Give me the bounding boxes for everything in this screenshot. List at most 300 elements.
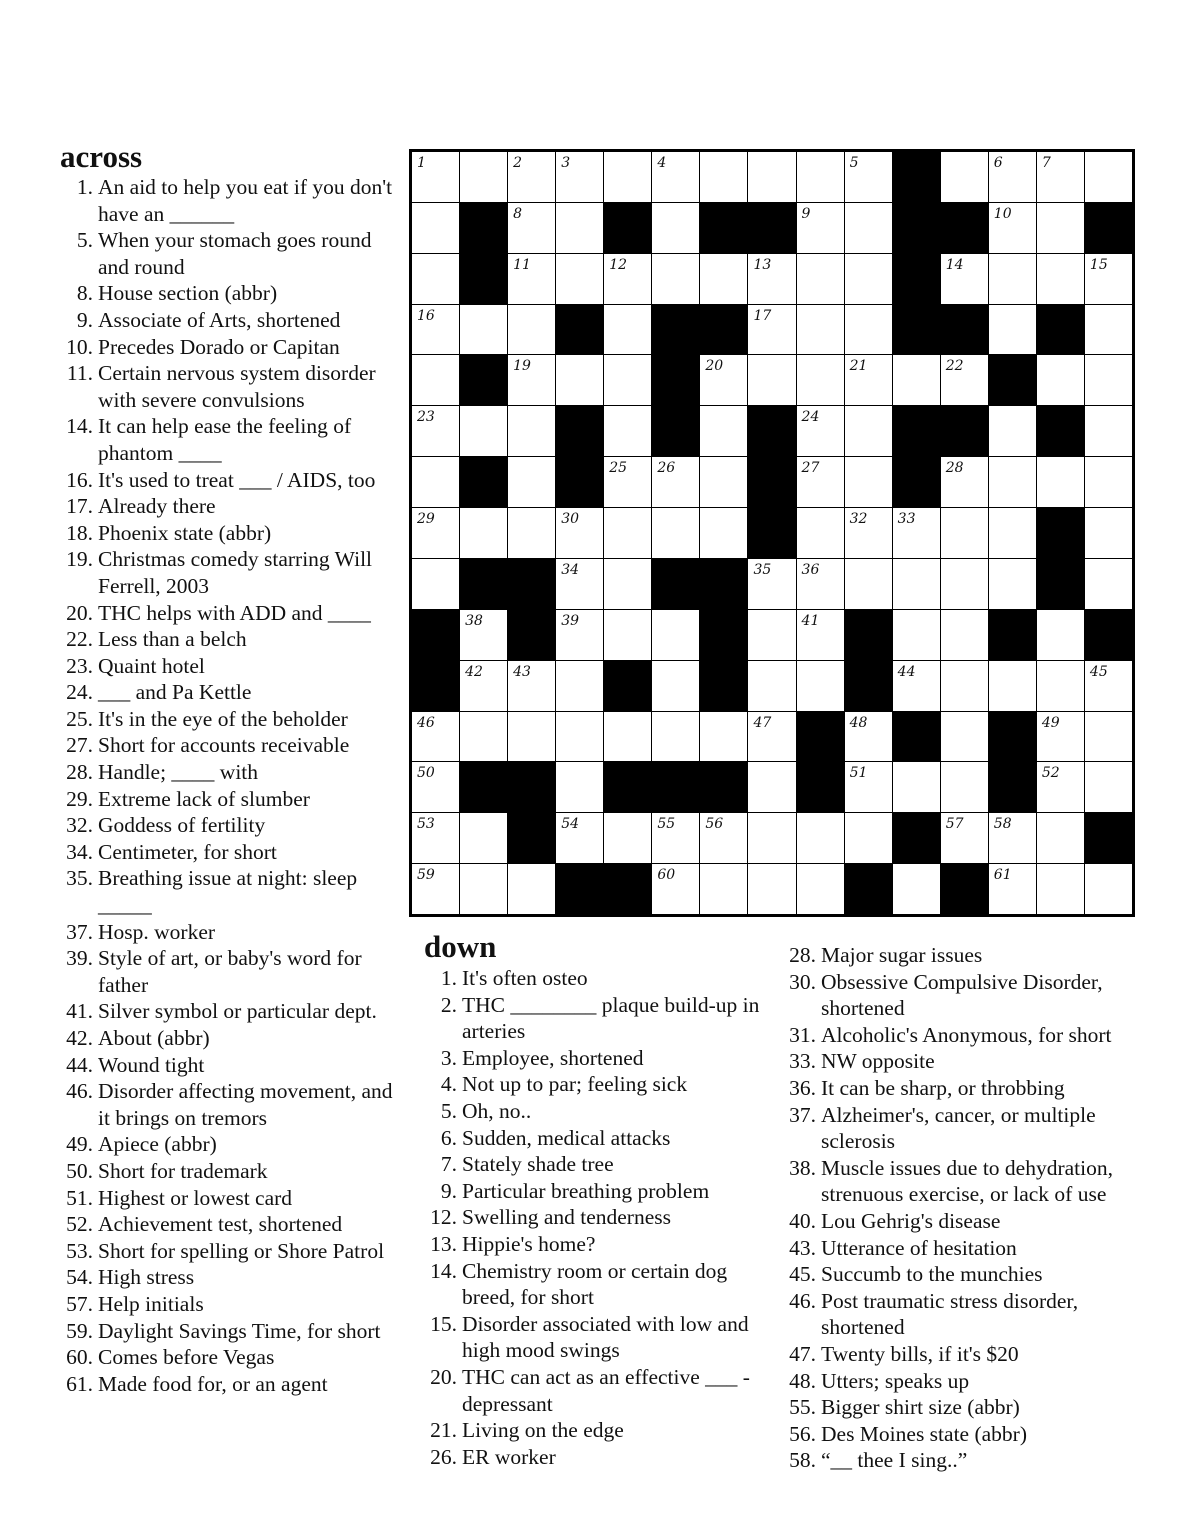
- grid-cell[interactable]: [845, 254, 892, 304]
- grid-block: [556, 457, 603, 507]
- grid-cell[interactable]: [941, 508, 988, 558]
- grid-cell[interactable]: [1037, 813, 1084, 863]
- grid-cell[interactable]: [604, 152, 651, 202]
- grid-cell[interactable]: [1085, 355, 1132, 405]
- grid-cell[interactable]: [1085, 661, 1132, 711]
- grid-cell[interactable]: [1037, 254, 1084, 304]
- grid-cell[interactable]: [604, 457, 651, 507]
- clue-item: [781, 1235, 1141, 1262]
- down-clue-list-right: [781, 942, 1141, 1474]
- grid-cell[interactable]: [941, 712, 988, 762]
- grid-cell[interactable]: [845, 762, 892, 812]
- grid-cell[interactable]: [893, 559, 940, 609]
- grid-cell[interactable]: [604, 712, 651, 762]
- grid-cell[interactable]: [508, 152, 555, 202]
- clue-number: 34.: [66, 839, 93, 864]
- grid-cell[interactable]: [700, 508, 747, 558]
- grid-cell[interactable]: [845, 355, 892, 405]
- clue-number: 52.: [66, 1212, 93, 1237]
- grid-cell[interactable]: [893, 864, 940, 914]
- grid-cell[interactable]: [460, 661, 507, 711]
- clue-text: Not up to par; feeling sick: [462, 1072, 688, 1097]
- grid-cell[interactable]: [412, 406, 459, 456]
- grid-cell[interactable]: [1037, 152, 1084, 202]
- clue-number: 23.: [66, 653, 93, 678]
- grid-block: [700, 661, 747, 711]
- grid-cell[interactable]: [412, 254, 459, 304]
- grid-block: [748, 508, 795, 558]
- grid-cell[interactable]: [797, 508, 844, 558]
- clue-text: It's often osteo: [462, 966, 588, 990]
- grid-cell[interactable]: [989, 813, 1036, 863]
- cell-number: 25: [609, 460, 628, 477]
- grid-cell[interactable]: [508, 406, 555, 456]
- clue-item: [781, 1421, 1141, 1448]
- clue-item: [60, 812, 407, 839]
- grid-cell[interactable]: [508, 254, 555, 304]
- grid-cell[interactable]: [412, 152, 459, 202]
- clue-text: Centimeter, for short: [98, 839, 277, 864]
- clue-text: Major sugar issues: [821, 943, 983, 967]
- clue-text: Already there: [98, 494, 216, 519]
- grid-cell[interactable]: [941, 762, 988, 812]
- grid-cell[interactable]: [412, 457, 459, 507]
- grid-cell[interactable]: [748, 559, 795, 609]
- grid-cell[interactable]: [797, 406, 844, 456]
- grid-cell[interactable]: [1085, 406, 1132, 456]
- grid-cell[interactable]: [1085, 152, 1132, 202]
- grid-block: [460, 355, 507, 405]
- grid-cell[interactable]: [941, 813, 988, 863]
- grid-cell[interactable]: [556, 355, 603, 405]
- grid-cell[interactable]: [748, 305, 795, 355]
- grid-cell[interactable]: [797, 813, 844, 863]
- cell-number: 60: [657, 867, 676, 884]
- clue-item: [60, 1318, 407, 1345]
- clue-text: About (abbr): [98, 1026, 210, 1050]
- cell-number: 51: [849, 765, 868, 782]
- clue-item: [60, 706, 407, 733]
- grid-cell[interactable]: [412, 762, 459, 812]
- grid-block: [652, 762, 699, 812]
- cell-number: 4: [657, 155, 667, 171]
- clue-number: 26.: [430, 1444, 457, 1469]
- clue-item: [60, 493, 407, 520]
- grid-cell[interactable]: [893, 661, 940, 711]
- grid-cell[interactable]: [989, 406, 1036, 456]
- clue-text: ER worker: [462, 1444, 556, 1469]
- grid-block: [1085, 813, 1132, 863]
- clue-number: 8.: [76, 281, 93, 306]
- grid-cell[interactable]: [989, 457, 1036, 507]
- grid-cell[interactable]: [412, 508, 459, 558]
- grid-block: [893, 406, 940, 456]
- clue-text: THC helps with ADD and ____: [98, 600, 371, 625]
- grid-cell[interactable]: [652, 508, 699, 558]
- clue-item: [60, 413, 407, 466]
- grid-cell[interactable]: [556, 152, 603, 202]
- clue-item: [781, 969, 1141, 1022]
- grid-cell[interactable]: [893, 610, 940, 660]
- grid-cell[interactable]: [556, 508, 603, 558]
- grid-cell[interactable]: [941, 254, 988, 304]
- grid-block: [893, 712, 940, 762]
- clue-number: 59.: [66, 1318, 93, 1343]
- grid-cell[interactable]: [412, 712, 459, 762]
- clue-item: [781, 1208, 1141, 1235]
- grid-block: [556, 406, 603, 456]
- clue-text: Short for accounts receivable: [98, 733, 350, 758]
- clue-number: 19.: [66, 547, 93, 572]
- clue-item: [60, 653, 407, 680]
- clue-number: 4.: [440, 1072, 457, 1097]
- grid-cell[interactable]: [941, 559, 988, 609]
- grid-cell[interactable]: [893, 508, 940, 558]
- grid-cell[interactable]: [1085, 254, 1132, 304]
- grid-cell[interactable]: [1037, 457, 1084, 507]
- clue-text: Made food for, or an agent: [98, 1371, 328, 1396]
- clue-text: Swelling and tenderness: [462, 1205, 671, 1230]
- clue-item: [60, 1185, 407, 1212]
- grid-cell[interactable]: [508, 457, 555, 507]
- clue-text: Precedes Dorado or Capitan: [98, 334, 340, 359]
- grid-cell[interactable]: [604, 254, 651, 304]
- cell-number: 8: [513, 205, 523, 222]
- grid-cell[interactable]: [652, 813, 699, 863]
- clue-text: Stately shade tree: [462, 1152, 614, 1177]
- grid-cell[interactable]: [412, 203, 459, 253]
- grid-cell[interactable]: [797, 355, 844, 405]
- clue-text: Alzheimer's, cancer, or multiple sclerosis: [821, 1102, 1096, 1154]
- clue-text: Employee, shortened: [462, 1045, 644, 1070]
- cell-number: 14: [945, 256, 964, 273]
- grid-cell[interactable]: [1037, 864, 1084, 914]
- cell-number: 29: [417, 511, 435, 528]
- grid-cell[interactable]: [845, 406, 892, 456]
- grid-cell[interactable]: [1085, 559, 1132, 609]
- grid-cell[interactable]: [652, 661, 699, 711]
- crossword-grid[interactable]: [409, 149, 1135, 917]
- grid-cell[interactable]: [604, 508, 651, 558]
- clue-item: [781, 1394, 1141, 1421]
- grid-cell[interactable]: [797, 559, 844, 609]
- grid-cell[interactable]: [652, 610, 699, 660]
- clue-number: 5.: [440, 1098, 457, 1123]
- grid-block: [893, 457, 940, 507]
- grid-cell[interactable]: [989, 661, 1036, 711]
- clue-text: Short for trademark: [98, 1158, 268, 1183]
- cell-number: 59: [417, 867, 435, 884]
- grid-cell[interactable]: [941, 661, 988, 711]
- grid-cell[interactable]: [845, 813, 892, 863]
- grid-cell[interactable]: [556, 254, 603, 304]
- grid-cell[interactable]: [556, 712, 603, 762]
- grid-cell[interactable]: [845, 712, 892, 762]
- grid-cell[interactable]: [604, 559, 651, 609]
- grid-cell[interactable]: [412, 355, 459, 405]
- grid-cell[interactable]: [845, 559, 892, 609]
- grid-cell[interactable]: [700, 457, 747, 507]
- grid-block: [1037, 508, 1084, 558]
- grid-cell[interactable]: [556, 813, 603, 863]
- cell-number: 32: [849, 511, 868, 528]
- grid-cell[interactable]: [460, 508, 507, 558]
- grid-cell[interactable]: [508, 661, 555, 711]
- grid-cell[interactable]: [652, 864, 699, 914]
- grid-cell[interactable]: [652, 712, 699, 762]
- grid-cell[interactable]: [797, 152, 844, 202]
- grid-cell[interactable]: [797, 864, 844, 914]
- clue-number: 55.: [789, 1395, 816, 1420]
- grid-cell[interactable]: [797, 254, 844, 304]
- clue-item: [60, 1052, 407, 1079]
- grid-cell[interactable]: [652, 457, 699, 507]
- grid-cell[interactable]: [460, 610, 507, 660]
- grid-cell[interactable]: [748, 355, 795, 405]
- cell-number: 21: [849, 358, 868, 375]
- grid-cell[interactable]: [748, 712, 795, 762]
- clue-text: Highest or lowest card: [98, 1185, 293, 1210]
- clue-item: [60, 227, 407, 280]
- clue-item: [60, 280, 407, 307]
- grid-cell[interactable]: [748, 610, 795, 660]
- grid-cell[interactable]: [941, 355, 988, 405]
- clue-text: Oh, no..: [462, 1098, 532, 1123]
- grid-block: [989, 712, 1036, 762]
- grid-cell[interactable]: [748, 864, 795, 914]
- grid-cell[interactable]: [941, 610, 988, 660]
- grid-cell[interactable]: [845, 152, 892, 202]
- grid-cell[interactable]: [748, 152, 795, 202]
- clue-text: Achievement test, shortened: [98, 1212, 343, 1237]
- clue-number: 32.: [66, 813, 93, 838]
- grid-cell[interactable]: [1085, 457, 1132, 507]
- grid-cell[interactable]: [989, 203, 1036, 253]
- grid-cell[interactable]: [1037, 661, 1084, 711]
- grid-cell[interactable]: [748, 813, 795, 863]
- grid-cell[interactable]: [1085, 508, 1132, 558]
- clue-item: [424, 1151, 774, 1178]
- grid-block: [1085, 610, 1132, 660]
- clue-text: THC ________ plaque build-up in arteries: [462, 992, 760, 1044]
- clue-item: [424, 1258, 774, 1311]
- grid-block: [700, 305, 747, 355]
- grid-cell[interactable]: [845, 203, 892, 253]
- grid-cell[interactable]: [797, 203, 844, 253]
- clue-text: It's used to treat ___ / AIDS, too: [98, 467, 376, 492]
- grid-cell[interactable]: [700, 406, 747, 456]
- grid-cell[interactable]: [700, 712, 747, 762]
- grid-cell[interactable]: [652, 254, 699, 304]
- grid-cell[interactable]: [508, 305, 555, 355]
- clue-number: 22.: [66, 627, 93, 652]
- clue-text: NW opposite: [821, 1049, 935, 1074]
- grid-cell[interactable]: [508, 203, 555, 253]
- clue-item: [424, 1231, 774, 1258]
- clue-item: [781, 1368, 1141, 1395]
- grid-block: [700, 762, 747, 812]
- clue-item: [424, 1204, 774, 1231]
- clue-text: Utterance of hesitation: [821, 1235, 1017, 1260]
- grid-cell[interactable]: [700, 864, 747, 914]
- grid-cell[interactable]: [460, 152, 507, 202]
- down-heading: down: [424, 929, 497, 964]
- grid-cell[interactable]: [604, 355, 651, 405]
- grid-cell[interactable]: [556, 203, 603, 253]
- grid-cell[interactable]: [1085, 864, 1132, 914]
- clue-number: 35.: [66, 866, 93, 891]
- grid-cell[interactable]: [460, 864, 507, 914]
- clue-text: Less than a belch: [98, 627, 247, 652]
- grid-cell[interactable]: [1085, 305, 1132, 355]
- clue-item: [781, 1261, 1141, 1288]
- clue-text: Utters; speaks up: [821, 1368, 970, 1393]
- grid-cell[interactable]: [604, 305, 651, 355]
- cell-number: 38: [465, 612, 483, 629]
- clue-text: Particular breathing problem: [462, 1178, 710, 1203]
- clue-number: 20.: [430, 1364, 457, 1389]
- grid-cell[interactable]: [556, 559, 603, 609]
- grid-cell[interactable]: [460, 813, 507, 863]
- grid-cell[interactable]: [748, 762, 795, 812]
- grid-cell[interactable]: [556, 661, 603, 711]
- grid-cell[interactable]: [460, 305, 507, 355]
- grid-cell[interactable]: [845, 457, 892, 507]
- grid-cell[interactable]: [797, 661, 844, 711]
- grid-cell[interactable]: [508, 864, 555, 914]
- clue-item: [60, 334, 407, 361]
- clue-item: [60, 600, 407, 627]
- grid-block: [412, 610, 459, 660]
- grid-cell[interactable]: [412, 864, 459, 914]
- cell-number: 42: [465, 663, 483, 680]
- grid-cell[interactable]: [460, 406, 507, 456]
- clue-item: [60, 1371, 407, 1398]
- grid-cell[interactable]: [652, 152, 699, 202]
- clue-number: 9.: [440, 1178, 457, 1203]
- grid-block: [941, 305, 988, 355]
- grid-cell[interactable]: [604, 610, 651, 660]
- grid-cell[interactable]: [797, 305, 844, 355]
- grid-cell[interactable]: [1037, 712, 1084, 762]
- grid-cell[interactable]: [845, 508, 892, 558]
- cell-number: 45: [1089, 663, 1108, 680]
- grid-block: [460, 762, 507, 812]
- clue-number: 56.: [789, 1421, 816, 1446]
- grid-block: [556, 864, 603, 914]
- grid-cell[interactable]: [1037, 355, 1084, 405]
- cell-number: 13: [753, 256, 772, 273]
- grid-cell[interactable]: [989, 864, 1036, 914]
- clue-text: Lou Gehrig's disease: [821, 1208, 1001, 1233]
- grid-block: [797, 762, 844, 812]
- grid-cell[interactable]: [556, 762, 603, 812]
- grid-cell[interactable]: [412, 813, 459, 863]
- grid-cell[interactable]: [941, 152, 988, 202]
- grid-cell[interactable]: [1085, 762, 1132, 812]
- grid-cell[interactable]: [989, 152, 1036, 202]
- clue-item: [781, 1102, 1141, 1155]
- grid-cell[interactable]: [941, 457, 988, 507]
- grid-cell[interactable]: [1037, 610, 1084, 660]
- grid-cell[interactable]: [989, 559, 1036, 609]
- clue-text: Daylight Savings Time, for short: [98, 1318, 381, 1343]
- clue-number: 36.: [789, 1075, 816, 1100]
- grid-block: [508, 610, 555, 660]
- clue-text: Short for spelling or Shore Patrol: [98, 1238, 385, 1263]
- clue-item: [60, 1344, 407, 1371]
- clue-text: Help initials: [98, 1291, 204, 1316]
- grid-cell[interactable]: [748, 661, 795, 711]
- grid-cell[interactable]: [989, 254, 1036, 304]
- grid-cell[interactable]: [508, 712, 555, 762]
- grid-cell[interactable]: [797, 457, 844, 507]
- grid-cell[interactable]: [700, 813, 747, 863]
- grid-cell[interactable]: [893, 762, 940, 812]
- grid-block: [508, 813, 555, 863]
- clue-item: [60, 1238, 407, 1265]
- grid-cell[interactable]: [700, 152, 747, 202]
- clue-number: 60.: [66, 1345, 93, 1370]
- grid-cell[interactable]: [748, 254, 795, 304]
- grid-cell[interactable]: [652, 203, 699, 253]
- clue-item: [60, 759, 407, 786]
- grid-block: [941, 203, 988, 253]
- grid-cell[interactable]: [508, 508, 555, 558]
- grid-cell[interactable]: [556, 610, 603, 660]
- cell-number: 10: [993, 205, 1012, 222]
- grid-cell[interactable]: [893, 355, 940, 405]
- grid-cell[interactable]: [460, 712, 507, 762]
- grid-cell[interactable]: [1085, 712, 1132, 762]
- clue-number: 5.: [76, 228, 93, 253]
- cell-number: 46: [417, 714, 435, 731]
- clue-item: [424, 1417, 774, 1444]
- grid-cell[interactable]: [604, 406, 651, 456]
- cell-number: 17: [753, 307, 772, 324]
- cell-number: 6: [993, 155, 1003, 171]
- grid-cell[interactable]: [700, 355, 747, 405]
- grid-cell[interactable]: [989, 305, 1036, 355]
- down-clue-list-left: [424, 965, 774, 1470]
- grid-block: [1085, 203, 1132, 253]
- clue-text: Associate of Arts, shortened: [98, 307, 341, 332]
- clue-item: [60, 732, 407, 759]
- grid-cell[interactable]: [412, 305, 459, 355]
- grid-block: [1037, 559, 1084, 609]
- grid-block: [1037, 305, 1084, 355]
- clue-item: [781, 1341, 1141, 1368]
- grid-cell[interactable]: [1037, 762, 1084, 812]
- grid-cell[interactable]: [604, 813, 651, 863]
- clue-number: 27.: [66, 733, 93, 758]
- grid-cell[interactable]: [412, 559, 459, 609]
- grid-cell[interactable]: [700, 254, 747, 304]
- clue-number: 6.: [440, 1125, 457, 1150]
- clue-number: 40.: [789, 1208, 816, 1233]
- cell-number: 34: [561, 561, 580, 578]
- clue-text: Handle; ____ with: [98, 760, 259, 785]
- cell-number: 5: [849, 155, 859, 171]
- grid-cell[interactable]: [508, 355, 555, 405]
- grid-cell[interactable]: [989, 508, 1036, 558]
- clue-item: [60, 1211, 407, 1238]
- grid-cell[interactable]: [797, 610, 844, 660]
- grid-cell[interactable]: [1037, 203, 1084, 253]
- clue-text: It can be sharp, or throbbing: [821, 1075, 1065, 1100]
- cell-number: 52: [1041, 765, 1060, 782]
- grid-cell[interactable]: [845, 305, 892, 355]
